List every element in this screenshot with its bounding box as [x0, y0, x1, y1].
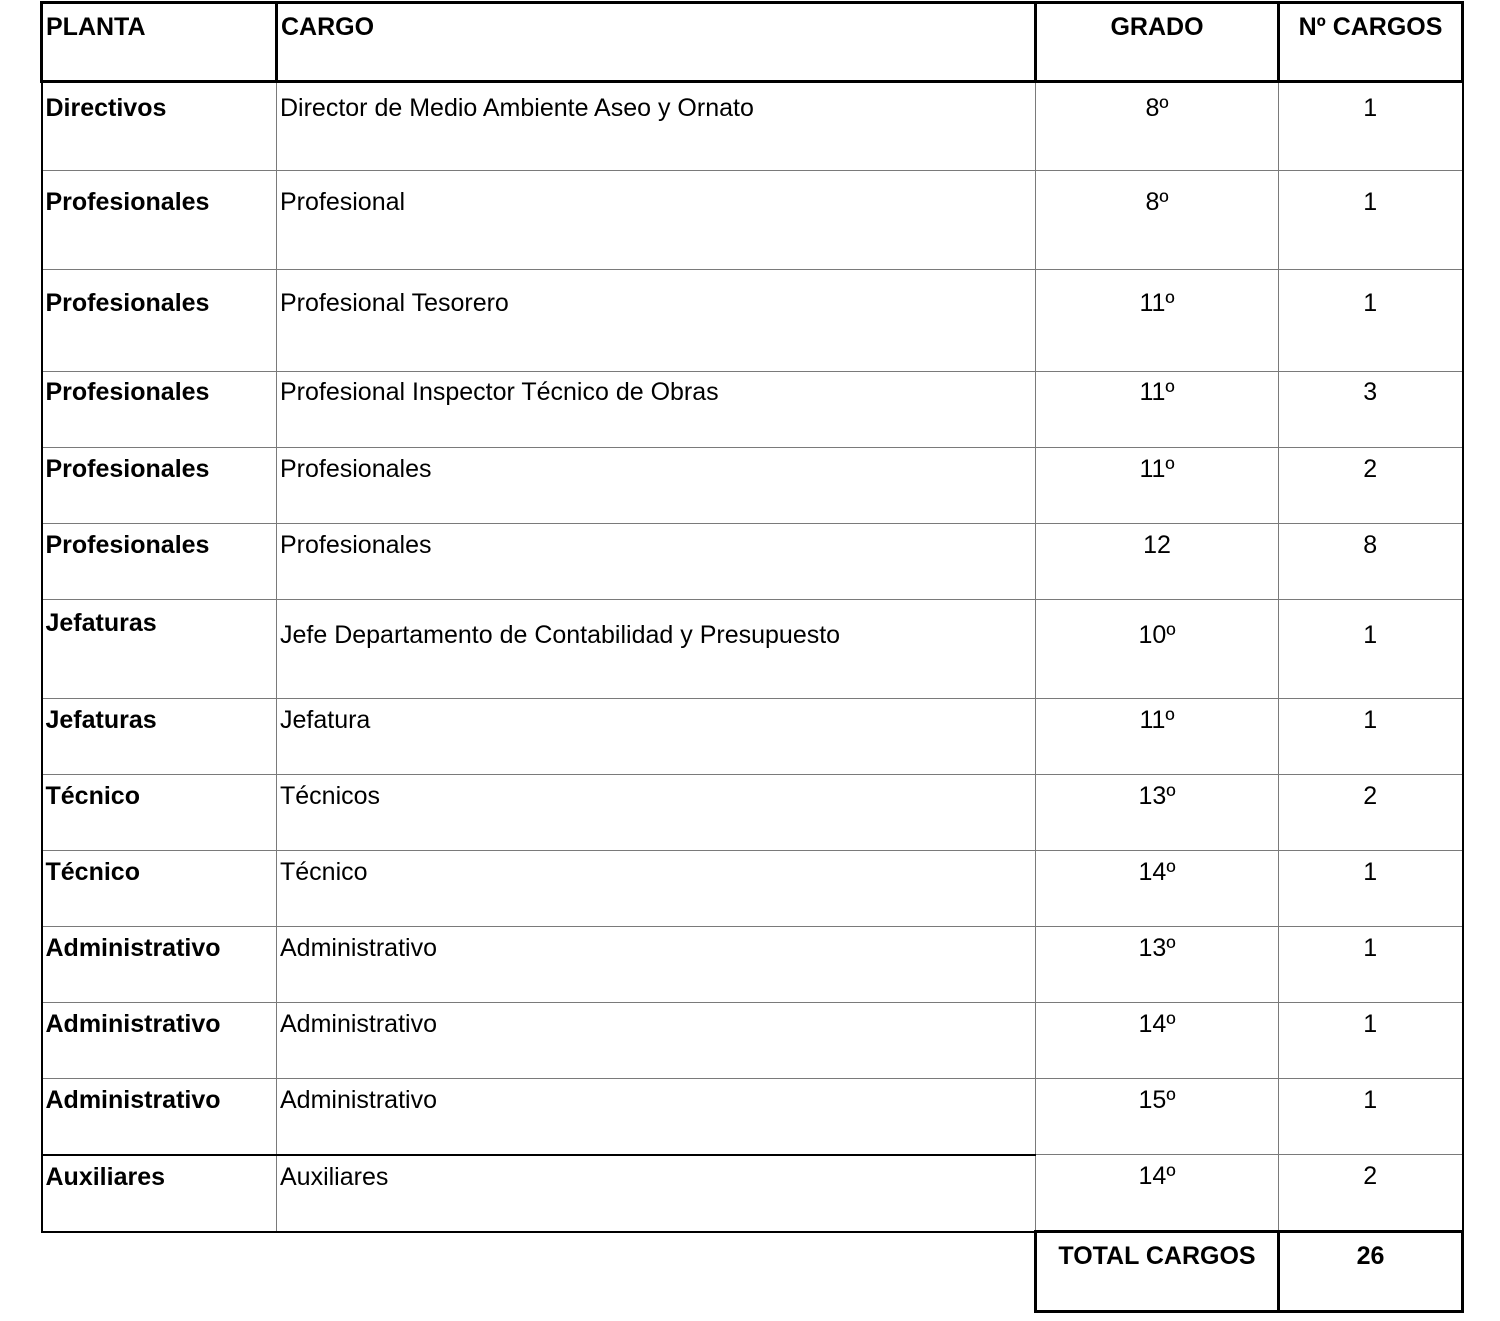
cargo-cell: Administrativo: [277, 927, 1036, 1003]
cargo-cell: Técnico: [277, 851, 1036, 927]
planta-cell: Técnico: [42, 851, 277, 927]
grado-cell: 15º: [1036, 1079, 1279, 1155]
grado-cell: 8º: [1036, 82, 1279, 171]
cargo-cell: Jefatura: [277, 699, 1036, 775]
table-row: [42, 600, 1463, 699]
table-row: [42, 1003, 1463, 1079]
num-cargos-cell: 1: [1279, 82, 1463, 171]
grado-cell: 12: [1036, 524, 1279, 600]
cargo-cell: Director de Medio Ambiente Aseo y Ornato: [277, 82, 1036, 171]
table-row: [42, 82, 1463, 171]
table-row: [42, 372, 1463, 448]
table-row: [42, 171, 1463, 270]
total-value: 26: [1279, 1232, 1463, 1312]
planta-cell: Profesionales: [42, 171, 277, 270]
planta-cell: Profesionales: [42, 372, 277, 448]
num-cargos-cell: 1: [1279, 1079, 1463, 1155]
planta-cell: Profesionales: [42, 270, 277, 372]
header-planta: PLANTA: [42, 3, 277, 82]
table-row: [42, 1155, 1463, 1232]
grado-cell: 14º: [1036, 851, 1279, 927]
planta-cell: Administrativo: [42, 1003, 277, 1079]
planta-cell: Profesionales: [42, 448, 277, 524]
planta-cell: Técnico: [42, 775, 277, 851]
grado-cell: 11º: [1036, 270, 1279, 372]
planta-cell: Directivos: [42, 82, 277, 171]
cargo-cell: Técnicos: [277, 775, 1036, 851]
cargos-table: [40, 1, 1464, 1313]
grado-cell: 8º: [1036, 171, 1279, 270]
cargo-cell: Administrativo: [277, 1079, 1036, 1155]
grado-cell: 10º: [1036, 600, 1279, 699]
table-row: [42, 270, 1463, 372]
total-label: TOTAL CARGOS: [1036, 1232, 1279, 1312]
planta-cell: Administrativo: [42, 927, 277, 1003]
cargo-cell: Administrativo: [277, 1003, 1036, 1079]
num-cargos-cell: 1: [1279, 171, 1463, 270]
grado-cell: 13º: [1036, 775, 1279, 851]
table-row: [42, 524, 1463, 600]
num-cargos-cell: 2: [1279, 775, 1463, 851]
cargo-cell: Profesionales: [277, 524, 1036, 600]
empty-cell: [42, 1232, 277, 1312]
cargo-cell: Profesional: [277, 171, 1036, 270]
grado-cell: 13º: [1036, 927, 1279, 1003]
table-row: [42, 448, 1463, 524]
planta-cell: Auxiliares: [42, 1155, 277, 1232]
planta-cell: Administrativo: [42, 1079, 277, 1155]
grado-cell: 11º: [1036, 448, 1279, 524]
grado-cell: 14º: [1036, 1003, 1279, 1079]
num-cargos-cell: 1: [1279, 699, 1463, 775]
grado-cell: 11º: [1036, 372, 1279, 448]
table-row: [42, 1079, 1463, 1155]
grado-cell: 14º: [1036, 1155, 1279, 1232]
num-cargos-cell: 1: [1279, 927, 1463, 1003]
num-cargos-cell: 1: [1279, 1003, 1463, 1079]
cargo-cell: Profesionales: [277, 448, 1036, 524]
header-num-cargos: Nº CARGOS: [1279, 3, 1463, 82]
num-cargos-cell: 1: [1279, 600, 1463, 699]
num-cargos-cell: 2: [1279, 448, 1463, 524]
cargo-cell: Profesional Inspector Técnico de Obras: [277, 372, 1036, 448]
planta-cell: Jefaturas: [42, 699, 277, 775]
table-header-row: [42, 3, 1463, 82]
num-cargos-cell: 8: [1279, 524, 1463, 600]
num-cargos-cell: 1: [1279, 851, 1463, 927]
num-cargos-cell: 1: [1279, 270, 1463, 372]
planta-cell: Profesionales: [42, 524, 277, 600]
table-row: [42, 775, 1463, 851]
table-row: [42, 699, 1463, 775]
cargo-cell: Jefe Departamento de Contabilidad y Presupuesto: [277, 600, 1036, 699]
cargo-cell: Profesional Tesorero: [277, 270, 1036, 372]
table-row: [42, 927, 1463, 1003]
empty-cell: [277, 1232, 1036, 1312]
cargo-cell: Auxiliares: [277, 1155, 1036, 1232]
header-grado: GRADO: [1036, 3, 1279, 82]
total-row: [42, 1232, 1463, 1312]
num-cargos-cell: 2: [1279, 1155, 1463, 1232]
num-cargos-cell: 3: [1279, 372, 1463, 448]
table-row: [42, 851, 1463, 927]
planta-cell: Jefaturas: [42, 600, 277, 699]
header-cargo: CARGO: [277, 3, 1036, 82]
grado-cell: 11º: [1036, 699, 1279, 775]
